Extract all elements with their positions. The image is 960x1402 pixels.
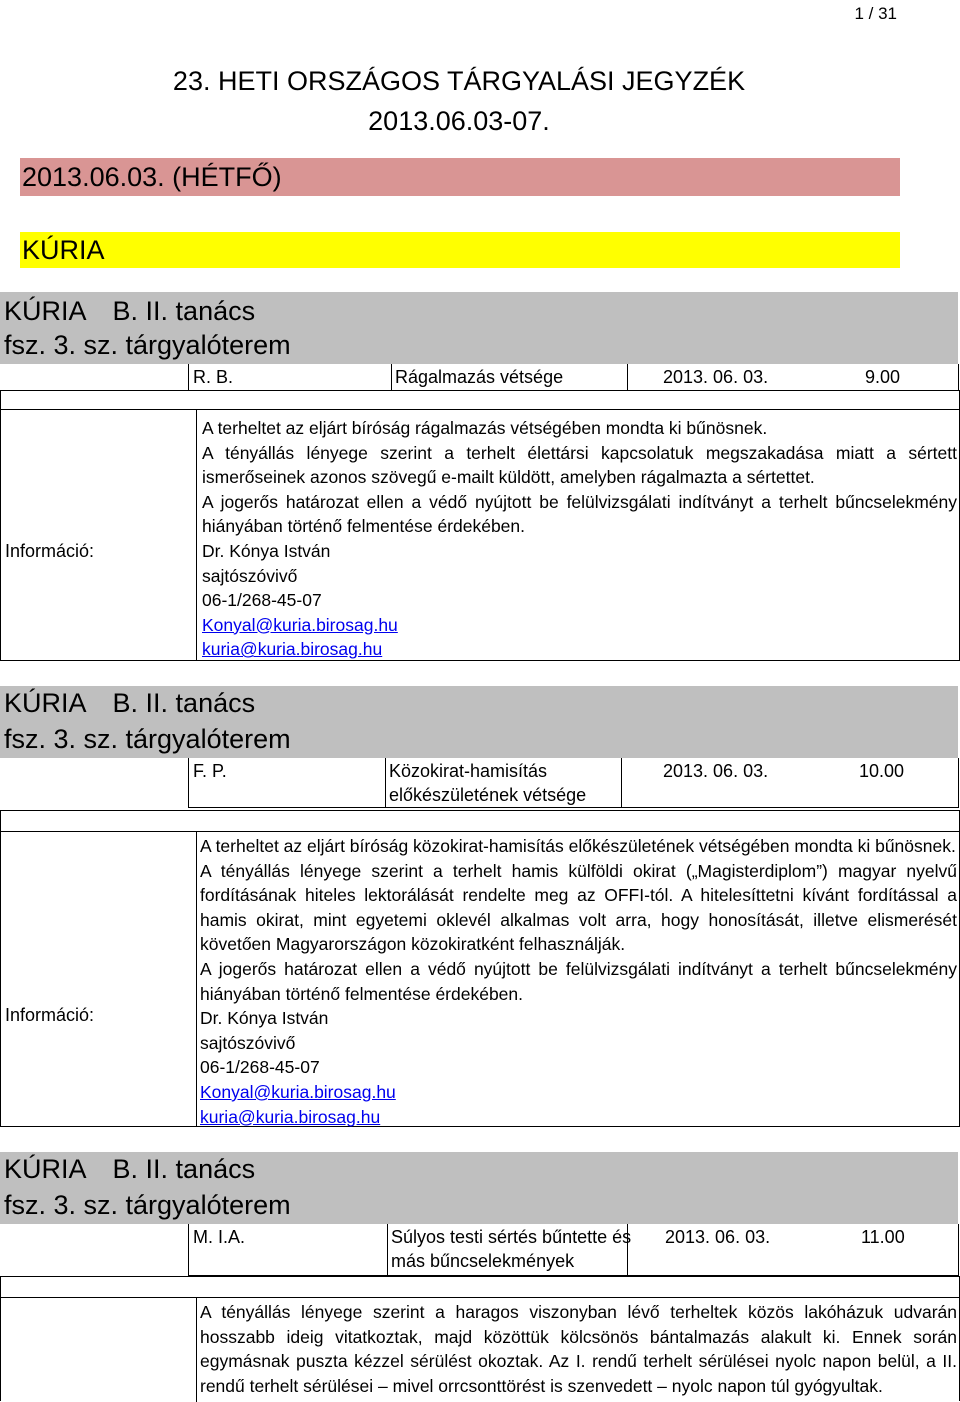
- case-3-council: B. II. tanács: [112, 1154, 256, 1184]
- case-3-paragraph: A tényállás lényege szerint a haragos viszonyban lévő terheltek közös lakóházuk udvarán hosszabb ideig vitatkoztak, majd közöttük kölcsönös bántalmazás alakult ki. Ennek során egymásnak puszta kézzel sérülést okoztak. Az I. rendű terhelt sérülései nyolc napon belül, a II. rendű terhelt sérülései – mivel orrcsonttörést is szenvedett – nyolc napon túl gyógyultak.: [200, 1302, 957, 1396]
- case-1-court: KÚRIA: [4, 296, 87, 326]
- case-2-info-label: Információ:: [5, 1005, 95, 1025]
- case-2-description: [200, 834, 957, 1129]
- case-2-date: 2013. 06. 03.: [663, 761, 769, 781]
- case-2-court: KÚRIA: [4, 688, 87, 718]
- case-2-time: 10.00: [859, 761, 905, 781]
- case-1-paragraph: A terheltet az eljárt bíróság rágalmazás vétségében mondta ki bűnösnek.: [202, 418, 768, 438]
- case-2-paragraph: A terheltet az eljárt bíróság közokirat-hamisítás előkészületének vétségében mondta ki bűnösnek.: [200, 836, 956, 856]
- case-3-defendant: M. I.A.: [193, 1227, 246, 1247]
- case-3-court: KÚRIA: [4, 1154, 87, 1184]
- case-3-spacer-row: [0, 1276, 960, 1298]
- page-number: 1 / 31: [854, 4, 897, 23]
- case-2-spacer-row: [0, 810, 960, 832]
- case-1-header: [0, 292, 958, 364]
- court-heading: KÚRIA: [22, 235, 105, 265]
- contact-name: Dr. Kónya István: [200, 1008, 329, 1029]
- contact-email-link[interactable]: Konyal@kuria.birosag.hu: [200, 1081, 396, 1102]
- case-2-detail-row: [188, 758, 959, 808]
- contact-email-link[interactable]: kuria@kuria.birosag.hu: [200, 1106, 381, 1127]
- case-2-paragraph: A tényállás lényege szerint a terhelt hamis külföldi okirat („Magisterdiplom”) magyar nyelvű fordításának hiteles lektorálását rendelte meg az OFFI-tól. A hitelesíttetni kívánt fordítással a hamis okirat, mint egyetemi oklevél alkalmas volt arra, hogy honosítását, illetve elismerését követően Magyarországon közokiratként felhasználják.: [200, 860, 957, 955]
- case-3-offense-line2: más bűncselekmények: [391, 1251, 575, 1271]
- contact-email-link[interactable]: kuria@kuria.birosag.hu: [202, 639, 383, 660]
- case-3-time: 11.00: [861, 1227, 905, 1247]
- contact-email-link[interactable]: Konyal@kuria.birosag.hu: [202, 614, 398, 635]
- case-3-detail-row: [188, 1224, 959, 1276]
- court-heading-band: [20, 232, 900, 268]
- case-2-offense-line1: Közokirat-hamisítás: [389, 761, 548, 781]
- case-1-info-label: Információ:: [5, 541, 95, 561]
- contact-role: sajtószóvivő: [200, 1032, 296, 1053]
- contact-phone: 06-1/268-45-07: [200, 1057, 320, 1078]
- case-1-spacer-row: [0, 390, 960, 410]
- case-1-info-row: [0, 409, 960, 661]
- case-1-description: [202, 416, 957, 662]
- case-1-date: 2013. 06. 03.: [663, 367, 769, 387]
- case-1-time: 9.00: [865, 367, 901, 387]
- case-3-room: fsz. 3. sz. tárgyalóterem: [4, 1190, 291, 1220]
- case-1-room: fsz. 3. sz. tárgyalóterem: [4, 330, 291, 360]
- case-2-paragraph: A jogerős határozat ellen a védő nyújtott be felülvizsgálati indítványt a terhelt bűncselekmény hiányában történő felmentése érdekében.: [200, 958, 957, 1004]
- document-date-range: 2013.06.03-07.: [368, 106, 550, 136]
- contact-name: Dr. Kónya István: [202, 540, 331, 561]
- day-heading-band: [20, 158, 900, 196]
- case-1-paragraph: A jogerős határozat ellen a védő nyújtott be felülvizsgálati indítványt a terhelt bűncselekmény hiányában történő felmentése érdekében.: [202, 491, 957, 537]
- case-1-detail-row: [188, 364, 959, 391]
- case-3-info-row: [0, 1297, 960, 1401]
- case-2-defendant: F. P.: [193, 761, 227, 781]
- case-2-council: B. II. tanács: [112, 688, 256, 718]
- document-title: 23. HETI ORSZÁGOS TÁRGYALÁSI JEGYZÉK: [172, 66, 746, 96]
- day-heading: 2013.06.03. (HÉTFŐ): [22, 162, 282, 192]
- case-1-defendant: R. B.: [193, 367, 234, 387]
- case-3-description: [200, 1300, 957, 1398]
- case-3-date: 2013. 06. 03.: [665, 1227, 771, 1247]
- case-2-info-row: [0, 831, 960, 1127]
- case-1-paragraph: A tényállás lényege szerint a terhelt élettársi kapcsolatuk megszakadása miatt a sértett ismerőseinek azonos szövegű e-mailt küldött, amelyben rágalmazta a sértettet.: [202, 442, 957, 488]
- case-1-offense: Rágalmazás vétsége: [395, 367, 564, 387]
- case-3-header: [0, 1152, 958, 1224]
- case-2-header: [0, 686, 958, 758]
- case-1-council: B. II. tanács: [112, 296, 256, 326]
- case-2-offense-line2: előkészületének vétsége: [389, 785, 587, 805]
- case-2-room: fsz. 3. sz. tárgyalóterem: [4, 724, 291, 754]
- contact-role: sajtószóvivő: [202, 565, 298, 586]
- contact-phone: 06-1/268-45-07: [202, 590, 322, 611]
- case-3-offense-line1: Súlyos testi sértés bűntette és: [391, 1227, 632, 1247]
